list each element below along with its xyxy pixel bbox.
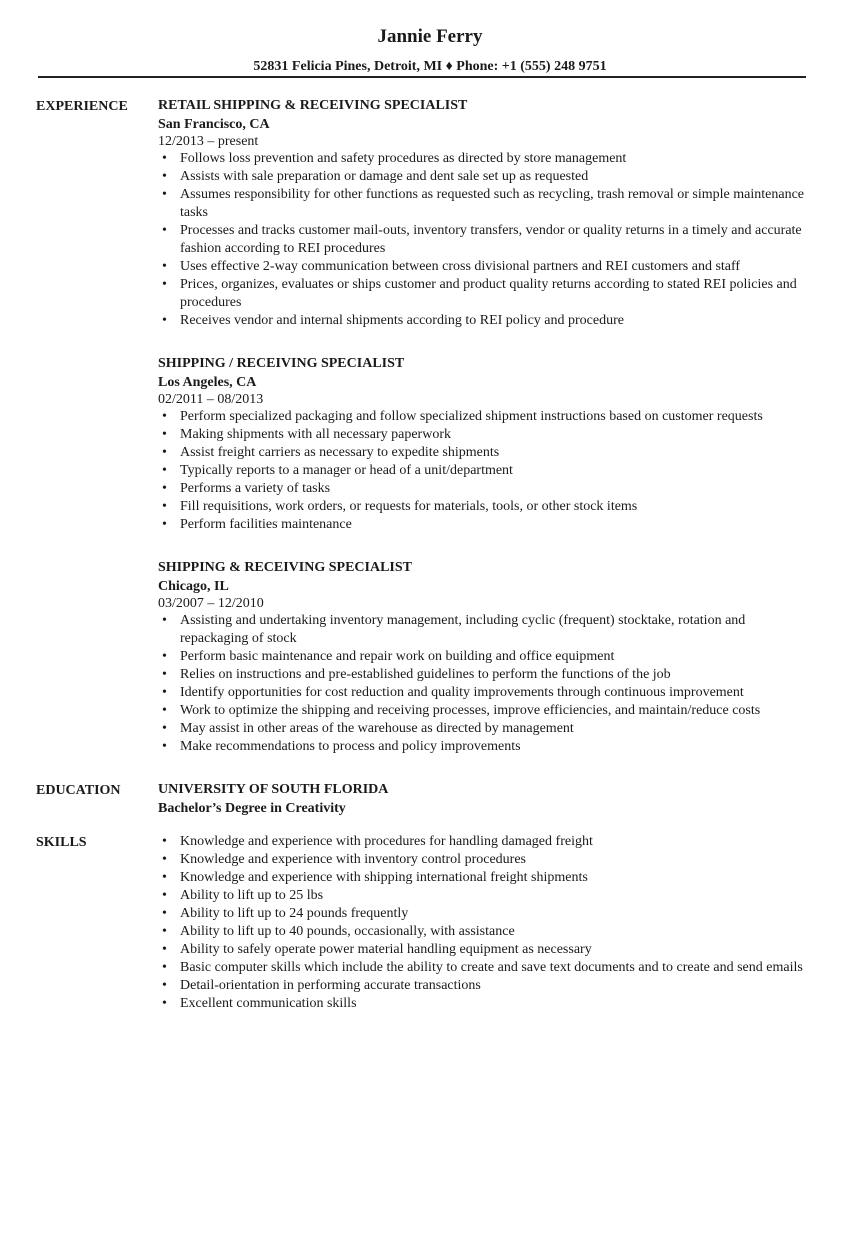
section-heading-experience: EXPERIENCE [36,99,128,114]
job-dates: 03/2007 – 12/2010 [158,596,264,611]
skills-section [36,832,816,1013]
education-section [36,780,816,818]
job-entry [158,558,816,756]
list-item: • Make recommendations to process and policy improvements [158,738,816,756]
resume-header [0,0,860,76]
skills-content [158,832,816,1013]
list-item: • Assumes responsibility for other functions as requested such as recycling, trash removal or simple maintenance tasks [158,186,816,222]
list-item: • Ability to safely operate power material handling equipment as necessary [158,941,816,959]
job-entry [158,354,816,534]
list-item: • Assist freight carriers as necessary to expedite shipments [158,444,816,462]
list-item: • Typically reports to a manager or head of a unit/department [158,462,816,480]
job-bullets [158,408,816,534]
list-item: • Assists with sale preparation or damage and dent sale set up as requested [158,168,816,186]
list-item: • Perform facilities maintenance [158,516,816,534]
list-item: • Assisting and undertaking inventory management, including cyclic (frequent) stocktake, rotation and repackaging of stock [158,612,816,648]
list-item: • Perform specialized packaging and follow specialized shipment instructions based on customer requests [158,408,816,426]
list-item: • Basic computer skills which include the ability to create and save text documents and to create and send emails [158,959,816,977]
list-item: • Ability to lift up to 40 pounds, occasionally, with assistance [158,923,816,941]
list-item: • Fill requisitions, work orders, or requests for materials, tools, or other stock items [158,498,816,516]
candidate-name: Jannie Ferry [377,26,483,47]
job-entry [158,96,816,330]
list-item: • Receives vendor and internal shipments according to REI policy and procedure [158,312,816,330]
list-item: • Work to optimize the shipping and receiving processes, improve efficiencies, and maintain/reduce costs [158,702,816,720]
list-item: • Perform basic maintenance and repair work on building and office equipment [158,648,816,666]
job-dates: 02/2011 – 08/2013 [158,392,264,407]
list-item: • Relies on instructions and pre-established guidelines to perform the functions of the job [158,666,816,684]
list-item: • Uses effective 2-way communication between cross divisional partners and REI customers and staff [158,258,816,276]
job-dates: 12/2013 – present [158,134,259,149]
job-location: Los Angeles, CA [158,375,257,390]
resume-body [36,96,816,1013]
experience-list [158,96,816,756]
list-item: • Processes and tracks customer mail-outs, inventory transfers, vendor or quality returns in a timely and accurate fashion according to REI procedures [158,222,816,258]
list-item: • Making shipments with all necessary paperwork [158,426,816,444]
list-item: • Identify opportunities for cost reduction and quality improvements through continuous improvement [158,684,816,702]
job-bullets [158,150,816,330]
section-heading-skills: SKILLS [36,835,87,850]
job-location: Chicago, IL [158,579,229,594]
list-item: • Performs a variety of tasks [158,480,816,498]
job-bullets [158,612,816,756]
skills-list [158,833,816,1013]
list-item: • Detail-orientation in performing accurate transactions [158,977,816,995]
degree: Bachelor’s Degree in Creativity [158,801,346,816]
job-title: SHIPPING / RECEIVING SPECIALIST [158,356,405,371]
list-item: • Knowledge and experience with inventory control procedures [158,851,816,869]
experience-section [36,96,816,756]
job-title: RETAIL SHIPPING & RECEIVING SPECIALIST [158,98,468,113]
list-item: • Ability to lift up to 24 pounds frequently [158,905,816,923]
section-heading-education: EDUCATION [36,783,121,798]
list-item: • Knowledge and experience with procedures for handling damaged freight [158,833,816,851]
list-item: • Excellent communication skills [158,995,816,1013]
list-item: • Prices, organizes, evaluates or ships customer and product quality returns according to stated REI policies and procedures [158,276,816,312]
list-item: • Follows loss prevention and safety procedures as directed by store management [158,150,816,168]
list-item: • Ability to lift up to 25 lbs [158,887,816,905]
school-name: UNIVERSITY OF SOUTH FLORIDA [158,782,389,797]
job-title: SHIPPING & RECEIVING SPECIALIST [158,560,412,575]
contact-line: 52831 Felicia Pines, Detroit, MI ♦ Phone: +1 (555) 248 9751 [253,59,607,74]
education-content [158,780,816,818]
list-item: • May assist in other areas of the warehouse as directed by management [158,720,816,738]
list-item: • Knowledge and experience with shipping international freight shipments [158,869,816,887]
header-divider [38,76,806,78]
job-location: San Francisco, CA [158,117,270,132]
